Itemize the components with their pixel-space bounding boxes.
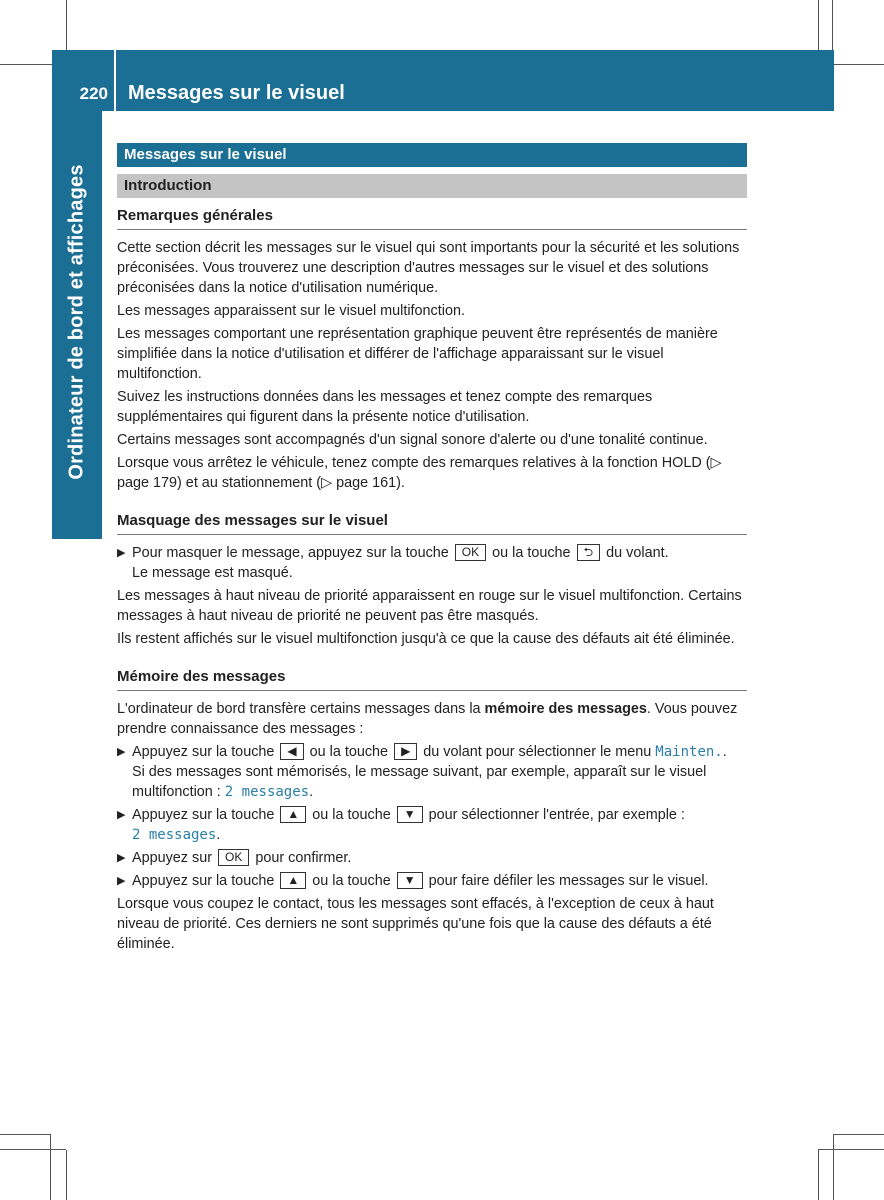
crop-mark [818,1150,819,1200]
display-message: 2 messages [132,827,217,843]
crop-mark [66,1150,67,1200]
left-key-icon: ◀ [280,743,303,760]
back-key-icon: ⮌ [577,544,601,561]
crop-mark [0,1149,66,1150]
crop-mark [818,0,819,50]
step-arrow-icon: ▶ [117,746,126,758]
section-subtitle: Introduction [117,174,747,198]
display-message: 2 messages [224,784,310,800]
up-key-icon: ▲ [280,872,306,889]
down-key-icon: ▼ [397,872,423,889]
crop-mark [834,1134,884,1135]
main-content [117,143,747,957]
instruction-step: ▶ Pour masquer le message, appuyez sur la touche OK ou la touche ⮌ du volant. Le message est masqué. [117,545,669,581]
instruction-step: ▶ Appuyez sur la touche ▲ ou la touche ▼ pour faire défiler les messages sur le visuel. [117,873,709,889]
instruction-step: ▶ Appuyez sur OK pour confirmer. [117,850,352,866]
up-key-icon: ▲ [280,806,306,823]
heading-memoire: Mémoire des messages [117,667,747,691]
step-arrow-icon: ▶ [117,809,126,821]
crop-mark [66,0,67,50]
down-key-icon: ▼ [397,806,423,823]
crop-mark [834,64,884,65]
paragraph: Les messages à haut niveau de priorité apparaissent en rouge sur le visuel multifonction. Certains messages à haut niveau de priorité ne peuvent pas être masqués. [117,588,742,624]
crop-mark [818,1149,884,1150]
right-key-icon: ▶ [394,743,417,760]
step-arrow-icon: ▶ [117,852,126,864]
paragraph: Certains messages sont accompagnés d'un signal sonore d'alerte ou d'une tonalité continue. [117,432,708,448]
paragraph: Ils restent affichés sur le visuel multifonction jusqu'à ce que la cause des défauts ait été éliminée. [117,631,735,647]
paragraph: Cette section décrit les messages sur le visuel qui sont importants pour la sécurité et les solutions préconisées. Vous trouverez une description d'autres messages sur le visuel et des solutions préconisées dans la notice d'utilisation numérique. [117,240,740,296]
page-number: 220 [79,84,108,103]
step-arrow-icon: ▶ [117,875,126,887]
step-arrow-icon: ▶ [117,547,126,559]
page-title: Messages sur le visuel [128,82,345,104]
crop-mark [832,0,833,50]
chapter-side-label: Ordinateur de bord et affichages [65,164,88,480]
crop-mark [833,1134,834,1200]
crop-mark [0,1134,50,1135]
paragraph: Suivez les instructions données dans les messages et tenez compte des remarques supplémentaires qui figurent dans la présente notice d'utilisation. [117,389,653,425]
paragraph: Lorsque vous coupez le contact, tous les messages sont effacés, à l'exception de ceux à haut niveau de priorité. Ces derniers ne sont supprimés qu'une fois que la cause des défauts a été éliminée. [117,896,714,952]
step-result: Le message est masqué. [132,565,293,581]
paragraph: Les messages comportant une représentation graphique peuvent être représentés de manière simplifiée dans la notice d'utilisation et différer de l'affichage apparaissant sur le visuel multifonction. [117,326,718,382]
crop-mark [0,64,52,65]
heading-masquage: Masquage des messages sur le visuel [117,511,747,535]
paragraph: Lorsque vous arrêtez le véhicule, tenez compte des remarques relatives à la fonction HOLD (▷ page 179) et au stationnement (▷ page 161). [117,455,722,491]
section-title: Messages sur le visuel [117,143,747,167]
crop-mark [50,1134,51,1200]
ok-key: OK [455,544,486,561]
heading-remarques: Remarques générales [117,206,747,230]
ok-key: OK [218,849,249,866]
instruction-step: ▶ Appuyez sur la touche ◀ ou la touche ▶ du volant pour sélectionner le menu Mainten.. Si des messages sont mémorisés, le message suivant, par exemple, apparaît sur le visuel multifonction : 2 messages. [117,744,727,800]
paragraph: L'ordinateur de bord transfère certains messages dans la mémoire des messages. Vous pouvez prendre connaissance des messages : [117,701,738,737]
menu-name: Mainten. [655,744,723,760]
paragraph: Les messages apparaissent sur le visuel multifonction. [117,303,465,319]
instruction-step: ▶ Appuyez sur la touche ▲ ou la touche ▼ pour sélectionner l'entrée, par exemple : 2 messages. [117,807,685,843]
